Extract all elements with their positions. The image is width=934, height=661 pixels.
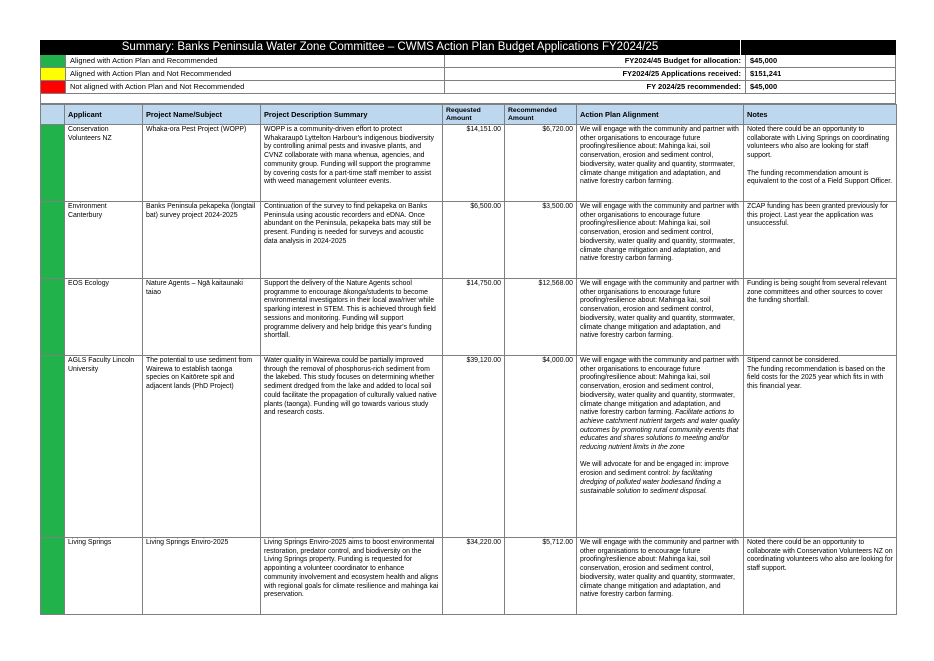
project-cell: The potential to use sediment from Wairewa to establish taonga species on Kaitōrete spit and adjacent lands (PhD Project) [143, 356, 261, 538]
status-indicator [41, 538, 65, 615]
budget-summary-sheet [40, 40, 896, 615]
header-requested: Requested Amount [443, 105, 505, 125]
alignment-cell: We will engage with the community and partner with other organisations to encourage future proofing/resilience about: Mahinga kai, soil conservation, erosion and sediment control, biodiversity, water quality and quantity, stormwater, climate change mitigation and adaptation, and native forestry carbon farming. [577, 125, 744, 202]
spacer-row [40, 94, 896, 104]
table-row [41, 538, 897, 615]
alignment-text: We will engage with the community and partner with other organisations to encourage future proofing/resilience about: Mahinga kai, soil conservation, erosion and sediment control, biodiversity, water quality and quantity, stormwater, climate change mitigation and adaptation, and native forestry carbon farming. [580, 357, 739, 417]
description-cell: Continuation of the survey to find pekapeka on Banks Peninsula using acoustic recorders and eDNA. Once abundant on the Peninsula, pekapeka bats may still be present. Funding is needed for surveys and acoustic data analysis in 2024-2025 [261, 202, 443, 279]
notes-cell: Funding is being sought from several relevant zone committees and other sources to cover the funding shortfall. [744, 279, 897, 356]
alignment-italic-text-2: by facilitating dredging of polluted water bodiesand finding a sustainable solution to sediment disposal. [580, 470, 721, 495]
project-cell: Nature Agents – Ngā kaitaunaki taiao [143, 279, 261, 356]
requested-amount-cell: $34,220.00 [443, 538, 505, 615]
description-cell: WOPP is a community-driven effort to protect Whakaraupō Lyttelton Harbour's indigenous biodiversity by controlling animal pests and invasive plants, and CVNZ collaborate with mana whenua, agencies, and community group. Funding will support the programme by covering costs for a part-time staff member to assist with weed management volunteer events. [261, 125, 443, 202]
notes-text-2: The funding recommendation is based on the field costs for the 2025 year which fits in with this financial year. [747, 365, 886, 391]
notes-cell [744, 125, 897, 202]
budget-allocation-label: FY2024/45 Budget for allocation: [445, 55, 746, 67]
project-cell: Banks Peninsula pekapeka (longtail bat) survey project 2024-2025 [143, 202, 261, 279]
notes-cell: ZCAP funding has been granted previously for this project. Last year the application was unsuccessful. [744, 202, 897, 279]
alignment-cell [577, 356, 744, 538]
header-status-cell [41, 105, 65, 125]
requested-amount-cell: $6,500.00 [443, 202, 505, 279]
applications-table [40, 104, 897, 615]
recommended-amount-cell: $4,000.00 [505, 356, 577, 538]
applications-received-value: $151,241 [750, 69, 782, 78]
recommended-amount-cell: $6,720.00 [505, 125, 577, 202]
requested-amount-cell: $14,151.00 [443, 125, 505, 202]
title-bar [40, 40, 896, 55]
alignment-italic-text: Facilitate actions to achieve catchment nutrient targets and water quality outcomes by promoting rural community events that educates and shares solutions to meeting and/or reducing nutrient limits in the zone [580, 409, 740, 452]
legend-label: Not aligned with Action Plan and Not Recommended [66, 81, 445, 93]
description-cell: Water quality in Wairewa could be partially improved through the removal of phosphorus-rich sediment from the lakebed. This study focuses on determining whether sediment dredged from the lake and added to local soil could facilitate the propagation of culturally valued native plants (taonga). Funding will go towards various study and research costs. [261, 356, 443, 538]
requested-amount-cell: $14,750.00 [443, 279, 505, 356]
header-recommended: Recommended Amount [505, 105, 577, 125]
legend-swatch-red [41, 81, 66, 93]
project-cell: Whaka-ora Pest Project (WOPP) [143, 125, 261, 202]
legend-swatch-green [41, 55, 66, 67]
notes-cell: Noted there could be an opportunity to collaborate with Conservation Volunteers NZ on coordinating volunteers who also are looking for staff support. [744, 538, 897, 615]
applicant-cell: Conservation Volunteers NZ [65, 125, 143, 202]
header-alignment: Action Plan Alignment [577, 105, 744, 125]
notes-text: Stipend cannot be considered. [747, 357, 841, 364]
applications-received-label: FY2024/25 Applications received: [445, 68, 746, 80]
status-indicator [41, 356, 65, 538]
header-description: Project Description Summary [261, 105, 443, 125]
description-cell: Living Springs Enviro-2025 aims to boost environmental restoration, predator control, and biodiversity on the Living Springs property. Funding is requested for appointing a volunteer coordinator to enhance community involvement and ecosystem health and aligns with regional goals for climate resilience and mahinga kai preservation. [261, 538, 443, 615]
page-title: Summary: Banks Peninsula Water Zone Committee – CWMS Action Plan Budget Applications FY2024/25 [121, 41, 659, 53]
legend-label: Aligned with Action Plan and Not Recommended [66, 68, 445, 80]
alignment-cell: We will engage with the community and partner with other organisations to encourage future proofing/resilience about: Mahinga kai, soil conservation, erosion and sediment control, biodiversity, water quality and quantity, stormwater, climate change mitigation and adaptation, and native forestry carbon farming. [577, 279, 744, 356]
header-notes: Notes [744, 105, 897, 125]
project-cell: Living Springs Enviro-2025 [143, 538, 261, 615]
table-row [41, 125, 897, 202]
description-cell: Support the delivery of the Nature Agents school programme to encourage ākonga/students to become environmental investigators in their local awa/river while sparking interest in STEM. This is achieved through field sessions and monitoring. Funding will support programme delivery and help bridge this year's funding shortfall. [261, 279, 443, 356]
legend-row-red [40, 81, 896, 94]
status-indicator [41, 125, 65, 202]
recommended-total-value: $45,000 [750, 82, 778, 91]
notes-text-2: The funding recommendation amount is equivalent to the cost of a Field Support Officer. [747, 169, 893, 186]
recommended-amount-cell: $12,568.00 [505, 279, 577, 356]
recommended-amount-cell: $5,712.00 [505, 538, 577, 615]
applicant-cell: Environment Canterbury [65, 202, 143, 279]
notes-text: Noted there could be an opportunity to collaborate with Living Springs on coordinating volunteers who also are looking for staff support. [747, 126, 890, 160]
alignment-cell: We will engage with the community and partner with other organisations to encourage future proofing/resilience about: Mahinga kai, soil conservation, erosion and sediment control, biodiversity, water quality and quantity, stormwater, climate change mitigation and adaptation, and native forestry carbon farming. [577, 538, 744, 615]
alignment-cell: We will engage with the community and partner with other organisations to encourage future proofing/resilience about: Mahinga kai, soil conservation, erosion and sediment control, biodiversity, water quality and quantity, stormwater, climate change mitigation and adaptation, and native forestry carbon farming. [577, 202, 744, 279]
applicant-cell: EOS Ecology [65, 279, 143, 356]
table-row [41, 356, 897, 538]
legend-row-green [40, 55, 896, 68]
budget-allocation-value: $45,000 [750, 56, 778, 65]
title-bar-right-cell [740, 40, 896, 55]
status-indicator [41, 279, 65, 356]
status-indicator [41, 202, 65, 279]
notes-cell [744, 356, 897, 538]
legend-swatch-yellow [41, 68, 66, 80]
recommended-total-label: FY 2024/25 recommended: [445, 81, 746, 93]
applicant-cell: AGLS Faculty Lincoln University [65, 356, 143, 538]
legend-label: Aligned with Action Plan and Recommended [66, 55, 445, 67]
alignment-text-2: We will advocate for and be engaged in: improve erosion and sediment control: [580, 461, 729, 478]
requested-amount-cell: $39,120.00 [443, 356, 505, 538]
header-project: Project Name/Subject [143, 105, 261, 125]
legend-row-yellow [40, 68, 896, 81]
table-header-row [41, 105, 897, 125]
applicant-cell: Living Springs [65, 538, 143, 615]
recommended-amount-cell: $3,500.00 [505, 202, 577, 279]
table-row [41, 279, 897, 356]
table-row [41, 202, 897, 279]
header-applicant: Applicant [65, 105, 143, 125]
